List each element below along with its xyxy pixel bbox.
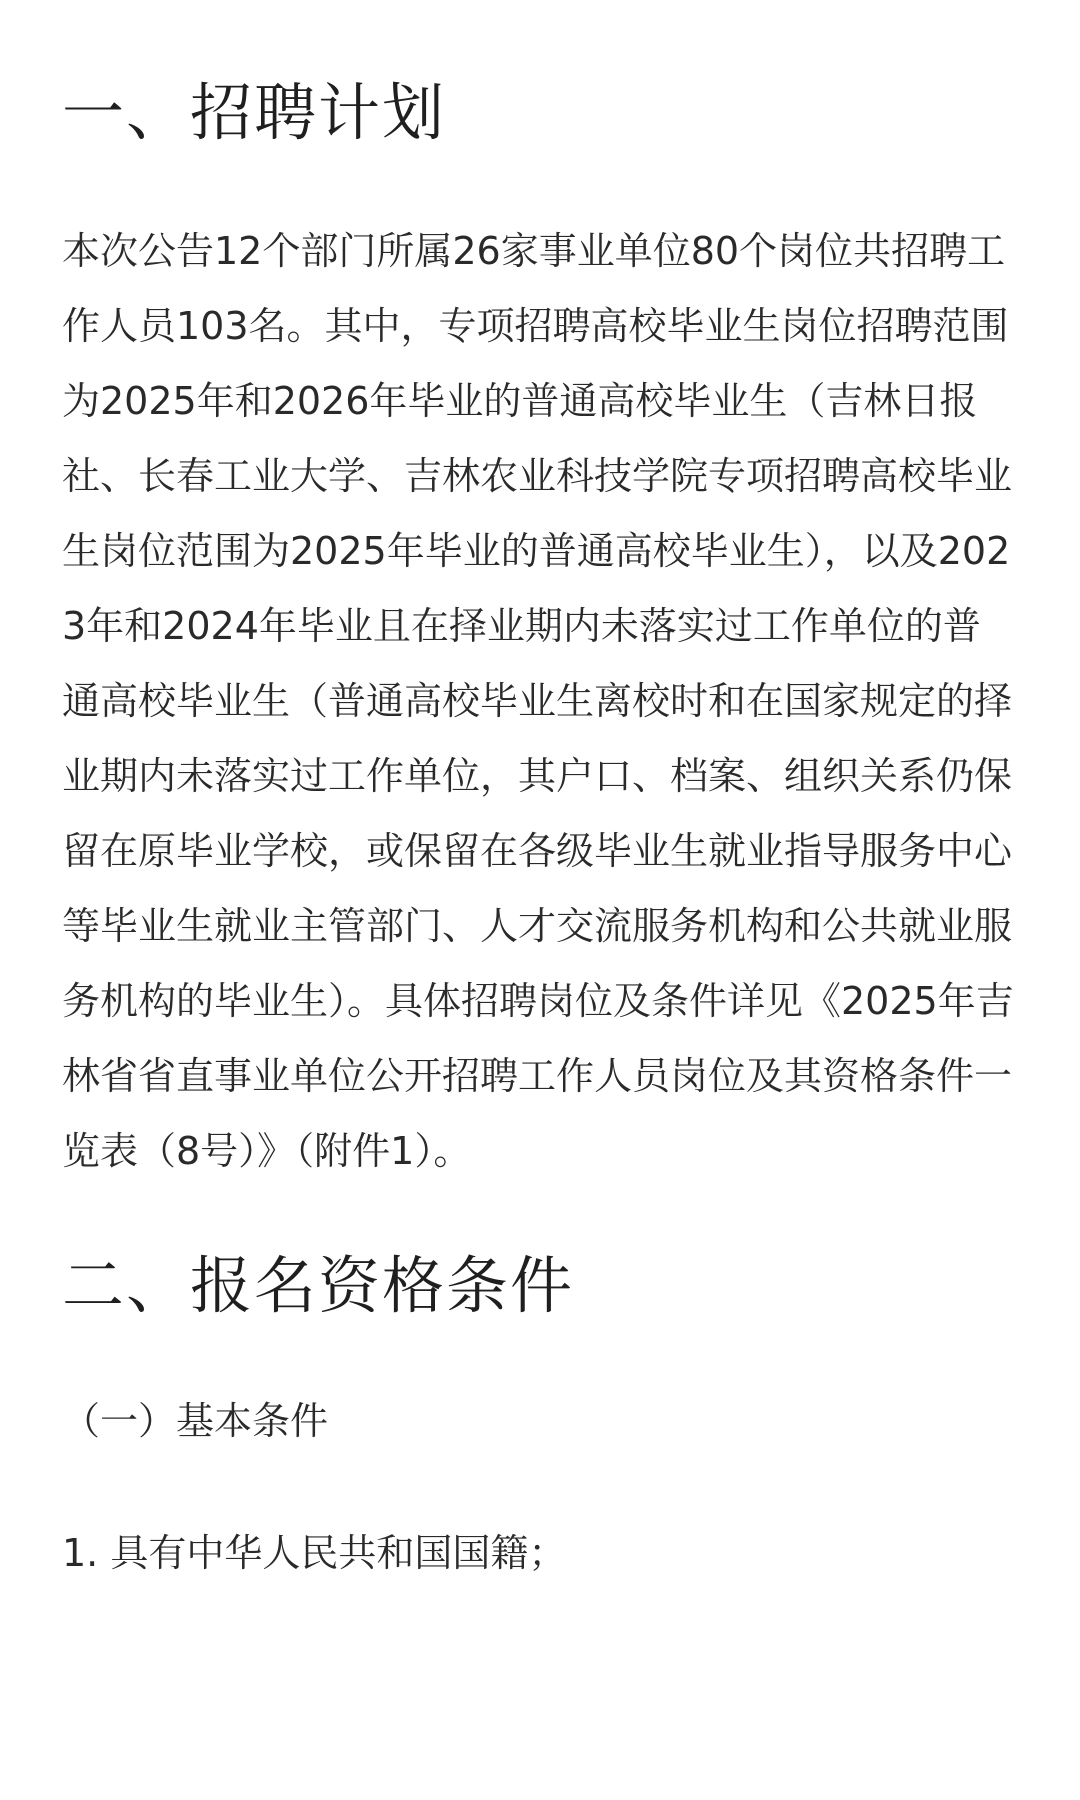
condition-item-nationality: 1. 具有中华人民共和国国籍； — [62, 1531, 567, 1575]
recruitment-plan-paragraph: 本次公告12个部门所属26家事业单位80个岗位共招聘工作人员103名。其中，专项招聘高校毕业生岗位招聘范围为2025年和2026年毕业的普通高校毕业生（吉林日报社、长春工业大学、吉林农业科技学院专项招聘高校毕业生岗位范围为2025年毕业的普通高校毕业生），以及2023年和2024年毕业且在择业期内未落实过工作单位的普通高校毕业生（普通高校毕业生离校时和在国家规定的择业期内未落实过工作单位，其户口、档案、组织关系仍保留在原毕业学校，或保留在各级毕业生就业指导服务中心等毕业生就业主管部门、人才交流服务机构和公共就业服务机构的毕业生）。具体招聘岗位及条件详见《2025年吉林省省直事业单位公开招聘工作人员岗位及其资格条件一览表（8号）》（附件1）。 — [62, 229, 1014, 1173]
section-heading-recruitment-plan: 一、招聘计划 — [62, 76, 447, 149]
section-heading-eligibility: 二、报名资格条件 — [62, 1249, 575, 1322]
basic-conditions-subheading: （一）基本条件 — [62, 1399, 329, 1443]
